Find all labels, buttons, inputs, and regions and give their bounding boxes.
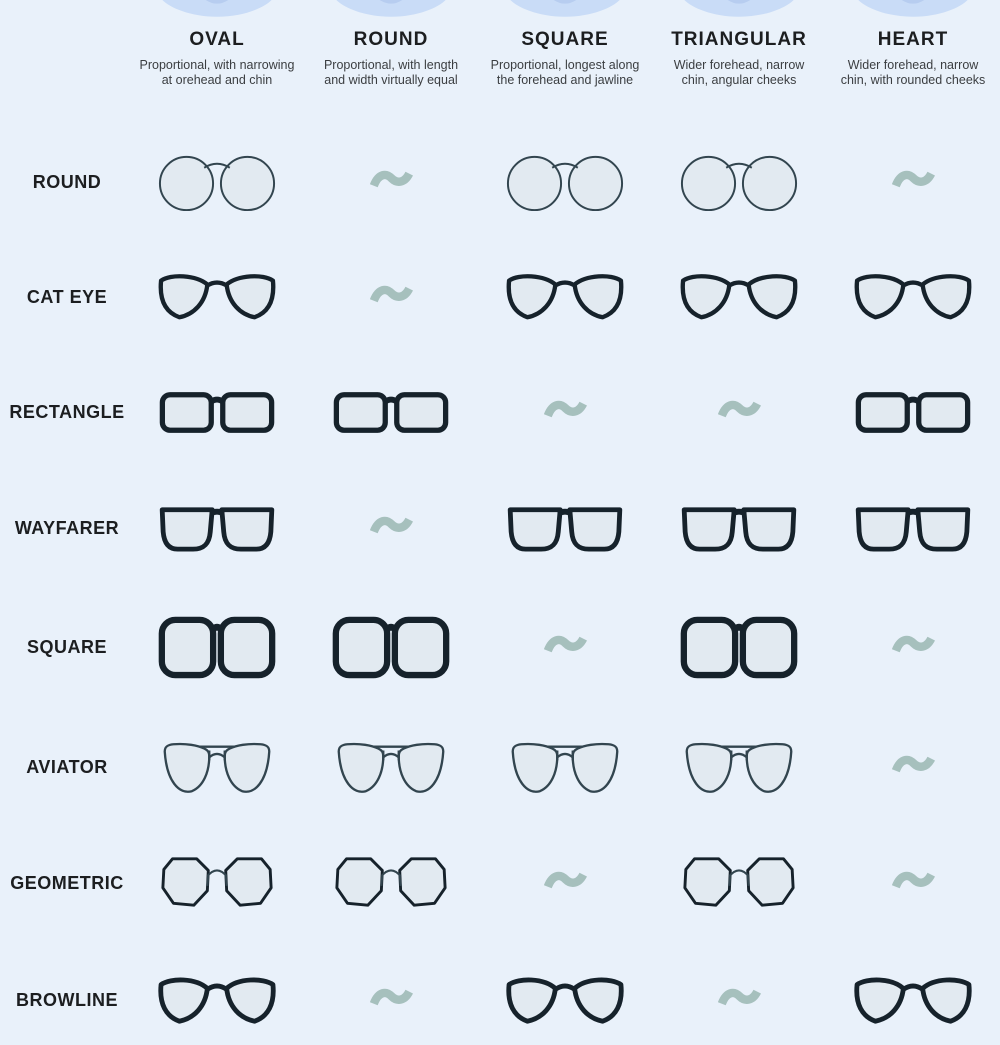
cell-wayfarer-oval bbox=[130, 483, 304, 573]
frame-row-rectangle bbox=[0, 367, 1000, 457]
face-shape-description: Wider forehead, narrow chin, with rounded cheeks bbox=[840, 58, 986, 87]
no-match-tilde-icon bbox=[544, 869, 587, 897]
rectangle-glasses-icon bbox=[157, 389, 277, 435]
no-match-tilde-icon bbox=[892, 753, 935, 781]
row-label-wayfarer: WAYFARER bbox=[14, 517, 120, 538]
frame-row-cat-eye bbox=[0, 252, 1000, 342]
cell-square-triangular bbox=[652, 602, 826, 692]
cell-geometric-heart bbox=[826, 838, 1000, 928]
face-shape-description: Proportional, longest along the forehead and jawline bbox=[490, 58, 640, 87]
cat-eye-glasses-icon bbox=[679, 270, 799, 324]
rectangle-glasses-icon bbox=[853, 389, 973, 435]
cell-rectangle-heart bbox=[826, 367, 1000, 457]
no-match-tilde-icon bbox=[892, 633, 935, 661]
cell-square-heart bbox=[826, 602, 1000, 692]
face-shape-icon bbox=[855, 0, 971, 20]
aviator-glasses-icon bbox=[505, 737, 625, 797]
no-match-tilde-icon bbox=[370, 283, 413, 311]
header-spacer bbox=[0, 0, 130, 118]
cell-square-oval bbox=[130, 602, 304, 692]
face-shape-icon bbox=[681, 0, 797, 20]
geometric-glasses-icon bbox=[157, 854, 277, 912]
cell-round-square bbox=[478, 137, 652, 227]
geometric-glasses-icon bbox=[331, 854, 451, 912]
face-shape-description: Proportional, with narrowing at orehead and chin bbox=[139, 58, 295, 87]
geometric-glasses-icon bbox=[679, 854, 799, 912]
no-match-tilde-icon bbox=[544, 633, 587, 661]
row-label-rectangle: RECTANGLE bbox=[9, 401, 125, 422]
cell-round-heart bbox=[826, 137, 1000, 227]
column-header-heart bbox=[826, 0, 1000, 118]
cat-eye-glasses-icon bbox=[157, 270, 277, 324]
cell-cat-eye-square bbox=[478, 252, 652, 342]
row-label-aviator: AVIATOR bbox=[26, 756, 108, 777]
cat-eye-glasses-icon bbox=[853, 270, 973, 324]
cell-cat-eye-round bbox=[304, 252, 478, 342]
frame-row-round bbox=[0, 137, 1000, 227]
browline-glasses-icon bbox=[505, 973, 625, 1027]
row-label-cat-eye: CAT EYE bbox=[26, 286, 108, 307]
cell-aviator-heart bbox=[826, 722, 1000, 812]
round-glasses-icon bbox=[156, 151, 278, 214]
wayfarer-glasses-icon bbox=[853, 503, 973, 553]
column-header-row bbox=[0, 0, 1000, 118]
cell-cat-eye-oval bbox=[130, 252, 304, 342]
cell-aviator-oval bbox=[130, 722, 304, 812]
square-glasses-icon bbox=[157, 615, 277, 679]
wayfarer-glasses-icon bbox=[679, 503, 799, 553]
column-header-round bbox=[304, 0, 478, 118]
wayfarer-glasses-icon bbox=[157, 503, 277, 553]
cell-square-round bbox=[304, 602, 478, 692]
column-header-square bbox=[478, 0, 652, 118]
cell-browline-square bbox=[478, 955, 652, 1045]
row-label-geometric: GEOMETRIC bbox=[10, 872, 124, 893]
aviator-glasses-icon bbox=[331, 737, 451, 797]
face-shape-icon bbox=[333, 0, 449, 20]
browline-glasses-icon bbox=[157, 973, 277, 1027]
frame-row-browline bbox=[0, 955, 1000, 1045]
no-match-tilde-icon bbox=[370, 514, 413, 542]
round-glasses-icon bbox=[504, 151, 626, 214]
cell-geometric-square bbox=[478, 838, 652, 928]
cell-browline-oval bbox=[130, 955, 304, 1045]
column-header-oval bbox=[130, 0, 304, 118]
aviator-glasses-icon bbox=[157, 737, 277, 797]
row-label-browline: BROWLINE bbox=[16, 989, 118, 1010]
no-match-tilde-icon bbox=[370, 168, 413, 196]
face-shape-icon bbox=[507, 0, 623, 20]
frame-row-aviator bbox=[0, 722, 1000, 812]
cat-eye-glasses-icon bbox=[505, 270, 625, 324]
cell-cat-eye-triangular bbox=[652, 252, 826, 342]
cell-browline-triangular bbox=[652, 955, 826, 1045]
square-glasses-icon bbox=[679, 615, 799, 679]
cell-browline-heart bbox=[826, 955, 1000, 1045]
frame-row-wayfarer bbox=[0, 483, 1000, 573]
cell-geometric-triangular bbox=[652, 838, 826, 928]
face-shape-title: ROUND bbox=[353, 29, 429, 50]
face-shape-icon bbox=[159, 0, 275, 20]
cell-wayfarer-heart bbox=[826, 483, 1000, 573]
no-match-tilde-icon bbox=[718, 986, 761, 1014]
cell-round-oval bbox=[130, 137, 304, 227]
round-glasses-icon bbox=[678, 151, 800, 214]
no-match-tilde-icon bbox=[370, 986, 413, 1014]
cell-aviator-triangular bbox=[652, 722, 826, 812]
cell-rectangle-triangular bbox=[652, 367, 826, 457]
cell-browline-round bbox=[304, 955, 478, 1045]
row-label-square: SQUARE bbox=[26, 636, 107, 657]
cell-rectangle-oval bbox=[130, 367, 304, 457]
square-glasses-icon bbox=[331, 615, 451, 679]
browline-glasses-icon bbox=[853, 973, 973, 1027]
cell-wayfarer-triangular bbox=[652, 483, 826, 573]
face-shape-title: HEART bbox=[877, 29, 949, 50]
no-match-tilde-icon bbox=[718, 398, 761, 426]
row-label-round: ROUND bbox=[32, 171, 102, 192]
face-shape-description: Proportional, with length and width virtually equal bbox=[323, 58, 459, 87]
rectangle-glasses-icon bbox=[331, 389, 451, 435]
cell-aviator-square bbox=[478, 722, 652, 812]
no-match-tilde-icon bbox=[892, 168, 935, 196]
aviator-glasses-icon bbox=[679, 737, 799, 797]
cell-geometric-round bbox=[304, 838, 478, 928]
no-match-tilde-icon bbox=[544, 398, 587, 426]
wayfarer-glasses-icon bbox=[505, 503, 625, 553]
cell-aviator-round bbox=[304, 722, 478, 812]
cell-wayfarer-square bbox=[478, 483, 652, 573]
frame-row-geometric bbox=[0, 838, 1000, 928]
face-shape-title: OVAL bbox=[189, 29, 245, 50]
cell-round-round bbox=[304, 137, 478, 227]
cell-wayfarer-round bbox=[304, 483, 478, 573]
cell-round-triangular bbox=[652, 137, 826, 227]
cell-rectangle-round bbox=[304, 367, 478, 457]
cell-geometric-oval bbox=[130, 838, 304, 928]
face-shape-description: Wider forehead, narrow chin, angular cheeks bbox=[673, 58, 805, 87]
cell-cat-eye-heart bbox=[826, 252, 1000, 342]
column-header-triangular bbox=[652, 0, 826, 118]
no-match-tilde-icon bbox=[892, 869, 935, 897]
frame-row-square bbox=[0, 602, 1000, 692]
cell-rectangle-square bbox=[478, 367, 652, 457]
face-shape-title: TRIANGULAR bbox=[671, 29, 807, 50]
cell-square-square bbox=[478, 602, 652, 692]
face-shape-title: SQUARE bbox=[521, 29, 609, 50]
